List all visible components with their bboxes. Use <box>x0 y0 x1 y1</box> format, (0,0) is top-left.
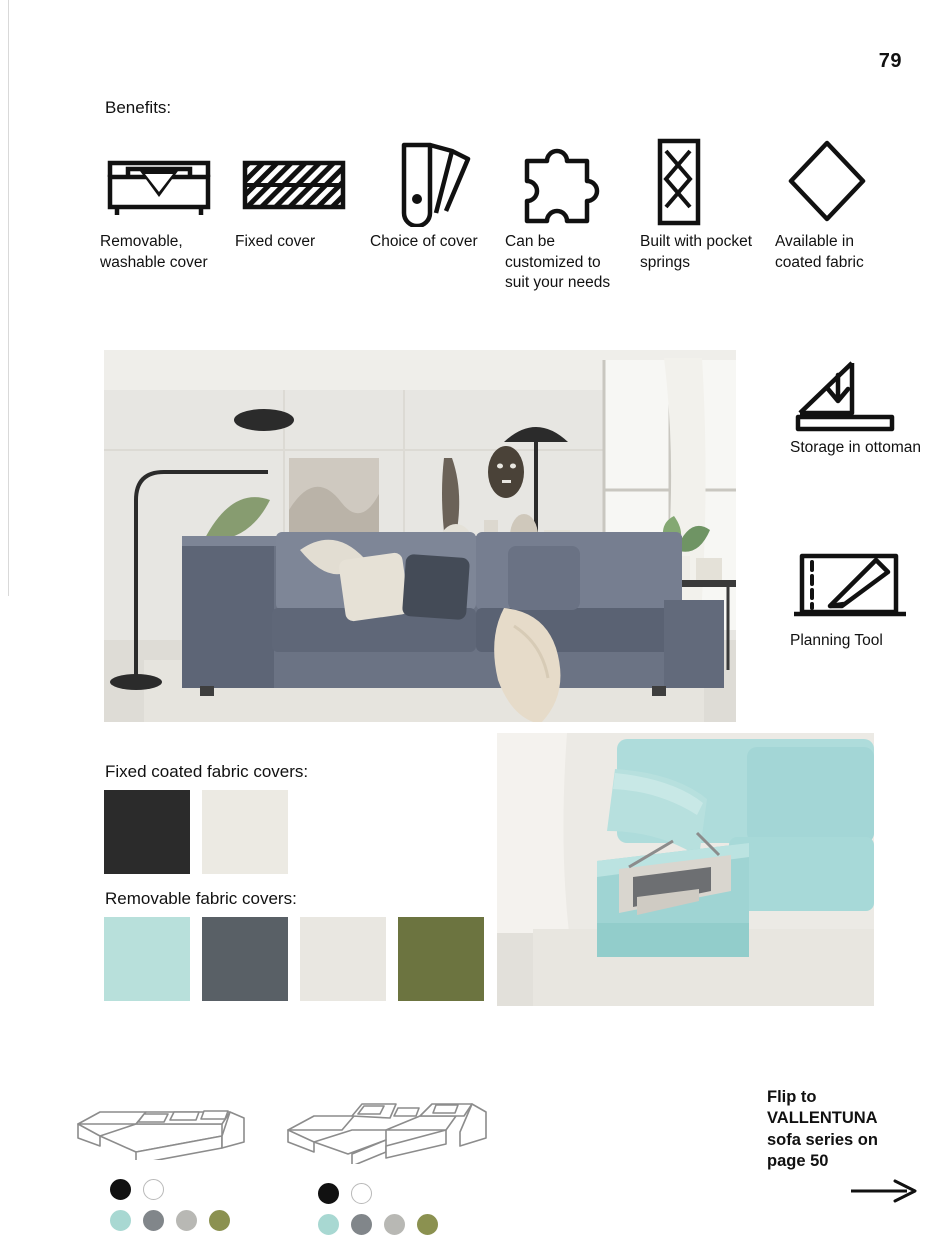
pocket-springs-icon <box>640 132 714 230</box>
arrow-right-icon <box>851 1179 917 1209</box>
benefit-label: Available in coated fabric <box>775 233 864 271</box>
ottoman-photo <box>497 733 874 1006</box>
hero-photo <box>104 350 736 722</box>
benefit-removable-washable-cover <box>100 132 235 273</box>
dot-olive[interactable] <box>417 1214 438 1235</box>
benefit-planning-tool <box>790 545 928 652</box>
benefit-choice-of-cover <box>370 132 505 253</box>
benefit-fixed-cover <box>235 132 370 253</box>
flip-line-2: VALLENTUNA <box>767 1109 878 1128</box>
fixed-cover-icon <box>235 132 349 230</box>
product-corner-sofa-with-chaise <box>278 1078 502 1235</box>
swatch-hillared-light-turquoise[interactable] <box>104 917 190 1001</box>
swatch-murum-white[interactable] <box>202 790 288 874</box>
benefit-storage-in-ottoman <box>790 352 928 459</box>
benefit-label: Can be customized to suit your needs <box>505 233 611 292</box>
dot-light-grey[interactable] <box>176 1210 197 1231</box>
benefit-label: Choice of cover <box>370 233 478 250</box>
fixed-covers-swatches <box>104 790 288 874</box>
dot-black[interactable] <box>110 1179 131 1200</box>
flip-line-1: Flip to <box>767 1088 817 1106</box>
fixed-cover-dots <box>278 1183 502 1204</box>
benefit-label: Storage in ottoman <box>790 439 921 456</box>
removable-washable-cover-icon <box>100 132 214 230</box>
removable-cover-dots <box>278 1214 502 1235</box>
fixed-cover-dots <box>70 1179 270 1200</box>
product-sofa-3-seat-with-chaise <box>70 1080 270 1231</box>
dot-light-grey[interactable] <box>384 1214 405 1235</box>
removable-covers-title: Removable fabric covers: <box>105 889 297 908</box>
benefit-label: Planning Tool <box>790 632 883 649</box>
choice-of-cover-icon <box>370 132 484 230</box>
benefit-pocket-springs <box>640 132 775 273</box>
benefits-row <box>100 132 910 294</box>
flip-line-3: sofa series on <box>767 1130 878 1149</box>
planning-tool-icon <box>790 545 928 631</box>
page-edge-rule <box>8 0 9 596</box>
dot-turquoise[interactable] <box>318 1214 339 1235</box>
benefit-label: Removable, washable cover <box>100 233 208 271</box>
page-number: 79 <box>878 50 902 72</box>
flip-to-reference[interactable] <box>767 1087 917 1209</box>
swatch-murum-black[interactable] <box>104 790 190 874</box>
removable-covers-swatches <box>104 917 484 1001</box>
product-illustration <box>278 1078 502 1169</box>
swatch-orrsta-olive-green[interactable] <box>398 917 484 1001</box>
puzzle-customize-icon <box>505 132 619 230</box>
swatch-hillared-beige-white[interactable] <box>300 917 386 1001</box>
benefit-customizable <box>505 132 640 294</box>
benefit-coated-fabric <box>775 132 910 273</box>
storage-in-ottoman-icon <box>790 352 928 438</box>
dot-black[interactable] <box>318 1183 339 1204</box>
coated-fabric-diamond-icon <box>775 132 875 230</box>
dot-grey[interactable] <box>143 1210 164 1231</box>
benefits-heading: Benefits: <box>105 98 172 117</box>
dot-olive[interactable] <box>209 1210 230 1231</box>
dot-white[interactable] <box>143 1179 164 1200</box>
product-illustration <box>70 1080 270 1165</box>
dot-turquoise[interactable] <box>110 1210 131 1231</box>
flip-line-4: page 50 <box>767 1152 829 1171</box>
benefit-label: Built with pocket springs <box>640 233 752 271</box>
benefit-label: Fixed cover <box>235 233 316 250</box>
removable-cover-dots <box>70 1210 270 1231</box>
dot-grey[interactable] <box>351 1214 372 1235</box>
swatch-hillared-dark-grey[interactable] <box>202 917 288 1001</box>
dot-white[interactable] <box>351 1183 372 1204</box>
fixed-covers-title: Fixed coated fabric covers: <box>105 762 309 781</box>
